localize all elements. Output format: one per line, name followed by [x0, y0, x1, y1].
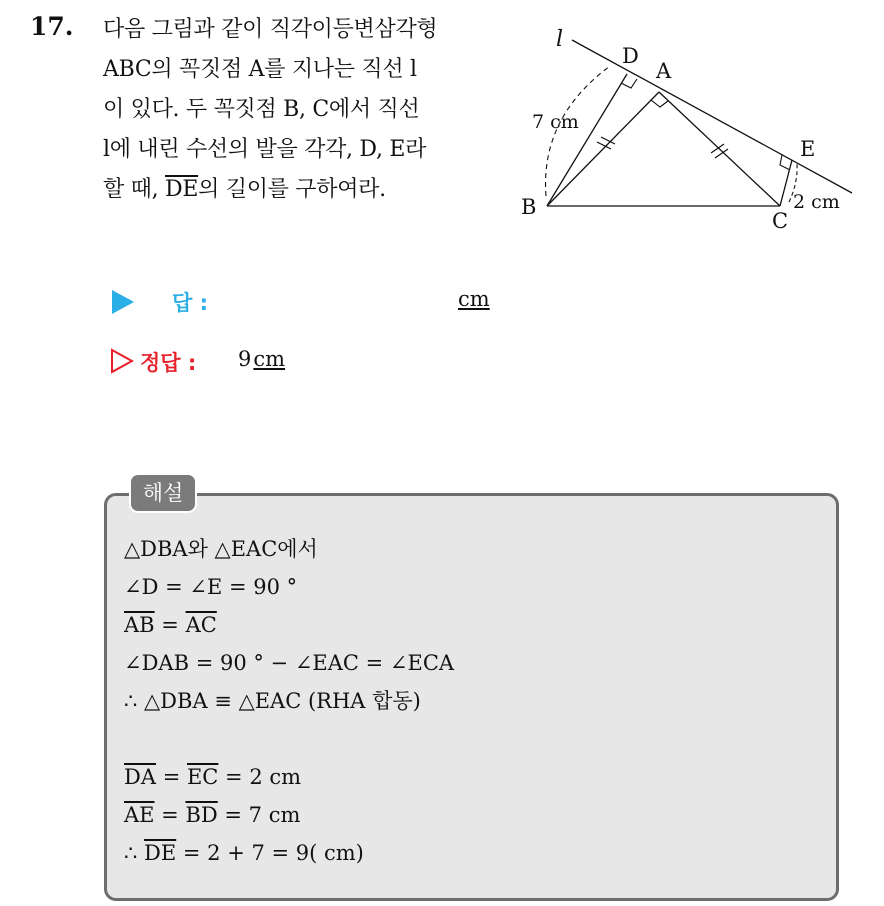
explanation-line-2: ∠D = ∠E = 90 ° — [124, 575, 298, 599]
equals-sign: = — [154, 803, 186, 827]
question-line-5-post: 의 길이를 구하여라. — [198, 177, 386, 202]
label-c: C — [772, 209, 789, 233]
explanation-line-3 — [124, 606, 454, 644]
right-angle-e — [780, 155, 790, 170]
segment-ec: $\overline{EC}$ — [186, 765, 219, 789]
question-line-4: l에 내린 수선의 발을 각각, D, E라 — [103, 137, 427, 162]
label-e: E — [800, 137, 816, 161]
explanation-line-1: △DBA와 △EAC에서 — [124, 537, 318, 561]
explanation-line-4: ∠DAB = 90 ° − ∠EAC = ∠ECA — [124, 651, 455, 675]
segment-ba — [547, 92, 659, 206]
segment-de: $\overline{DE}$ — [164, 177, 199, 202]
answer-label: 답 : — [172, 291, 208, 315]
equals-sign: = — [154, 613, 186, 637]
segment-da: $\overline{DA}$ — [124, 765, 157, 789]
result-9cm: = 2 + 7 = 9( cm) — [176, 841, 364, 865]
correct-answer-label: 정답 : — [140, 351, 197, 375]
correct-answer-value — [238, 347, 285, 371]
label-l: l — [556, 27, 564, 52]
triangle-figure — [510, 18, 870, 248]
explanation-title: 해설 — [129, 473, 197, 513]
explanation-line-8 — [124, 834, 454, 872]
question-number: 17. — [30, 12, 74, 41]
line-l — [572, 40, 852, 193]
explanation-spacer — [124, 720, 454, 758]
explanation-line-6 — [124, 758, 454, 796]
segment-bd: $\overline{BD}$ — [185, 803, 218, 827]
explanation-line-7 — [124, 796, 454, 834]
question-line-5 — [103, 170, 523, 210]
label-b: B — [521, 195, 537, 219]
length-bd: 7 cm — [532, 111, 579, 133]
question-line-3: 이 있다. 두 꼭짓점 B, C에서 직선 — [103, 97, 420, 122]
play-triangle-icon — [112, 290, 134, 314]
label-d: D — [622, 44, 639, 68]
correct-answer-row — [108, 345, 408, 381]
segment-bd — [547, 74, 627, 206]
correct-answer-unit: cm — [253, 347, 286, 371]
segment-ab: $\overline{AB}$ — [124, 613, 155, 637]
question-line-5-pre: 할 때, — [103, 177, 165, 202]
question-line-2: ABC의 꼭짓점 A를 지나는 직선 l — [103, 57, 417, 82]
correct-answer-number: 9 — [238, 347, 252, 371]
length-ce: 2 cm — [793, 191, 840, 213]
outline-triangle-icon — [110, 348, 134, 374]
label-a: A — [656, 59, 672, 83]
segment-ae: $\overline{AE}$ — [124, 803, 155, 827]
question-text — [103, 10, 523, 210]
question-line-1: 다음 그림과 같이 직각이등변삼각형 — [103, 17, 438, 42]
answer-unit: cm — [458, 287, 490, 311]
explanation-line-5: ∴ △DBA ≡ △EAC (RHA 합동) — [124, 689, 421, 713]
therefore-sign: ∴ — [124, 841, 145, 865]
explanation-content — [124, 530, 454, 872]
equals-sign: = — [156, 765, 187, 789]
value-2cm: = 2 cm — [218, 765, 302, 789]
right-angle-a — [651, 100, 668, 107]
answer-row — [108, 285, 498, 321]
value-7cm: = 7 cm — [217, 803, 301, 827]
segment-ac — [659, 92, 780, 206]
segment-ac: $\overline{AC}$ — [185, 613, 217, 637]
segment-de: $\overline{DE}$ — [144, 841, 177, 865]
